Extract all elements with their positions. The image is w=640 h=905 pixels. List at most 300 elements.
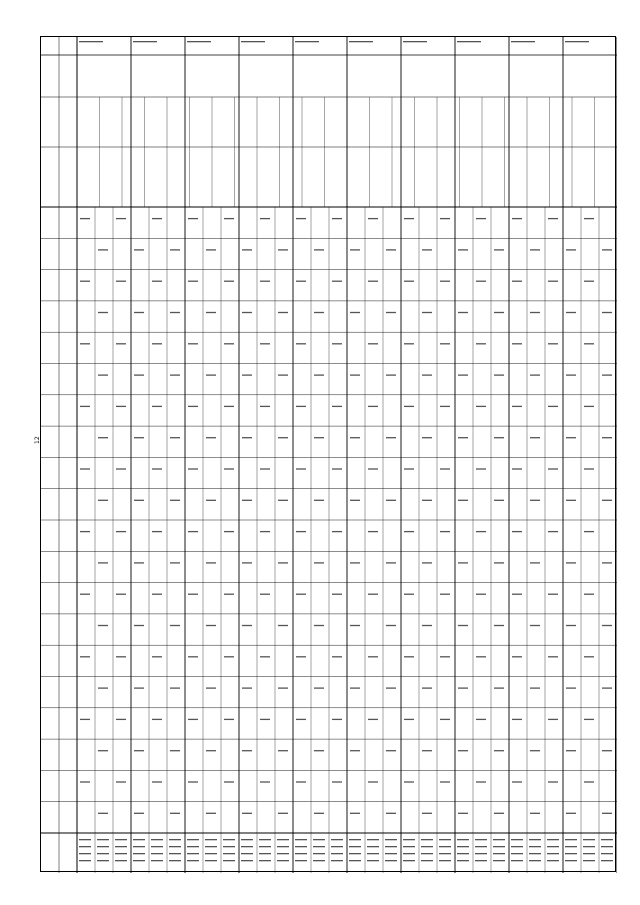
cell-text-mark bbox=[170, 500, 180, 501]
cell-text-mark bbox=[458, 687, 468, 688]
cell-text-mark bbox=[512, 468, 522, 469]
description-text-mark bbox=[601, 860, 613, 861]
cell-text-mark bbox=[530, 625, 540, 626]
description-text-mark bbox=[331, 853, 343, 854]
cell-text-mark bbox=[314, 312, 324, 313]
cell-text-mark bbox=[476, 656, 486, 657]
group-header-mark bbox=[295, 41, 319, 42]
description-text-mark bbox=[475, 846, 487, 847]
description-text-mark bbox=[205, 860, 217, 861]
cell-text-mark bbox=[278, 374, 288, 375]
cell-text-mark bbox=[422, 500, 432, 501]
cell-text-mark bbox=[494, 374, 504, 375]
description-text-mark bbox=[529, 853, 541, 854]
description-text-mark bbox=[223, 839, 235, 840]
description-text-mark bbox=[79, 853, 91, 854]
cell-text-mark bbox=[494, 312, 504, 313]
description-text-mark bbox=[493, 860, 505, 861]
cell-text-mark bbox=[404, 719, 414, 720]
description-text-mark bbox=[223, 853, 235, 854]
description-text-mark bbox=[205, 839, 217, 840]
cell-text-mark bbox=[602, 750, 612, 751]
cell-text-mark bbox=[224, 594, 234, 595]
cell-text-mark bbox=[476, 406, 486, 407]
cell-text-mark bbox=[152, 781, 162, 782]
cell-text-mark bbox=[134, 312, 144, 313]
cell-text-mark bbox=[206, 437, 216, 438]
description-text-mark bbox=[475, 853, 487, 854]
cell-text-mark bbox=[152, 468, 162, 469]
description-text-mark bbox=[385, 860, 397, 861]
cell-text-mark bbox=[350, 312, 360, 313]
cell-text-mark bbox=[404, 781, 414, 782]
cell-text-mark bbox=[494, 249, 504, 250]
group-header-mark bbox=[403, 41, 427, 42]
cell-text-mark bbox=[152, 531, 162, 532]
cell-text-mark bbox=[296, 594, 306, 595]
cell-text-mark bbox=[188, 343, 198, 344]
description-text-mark bbox=[583, 839, 595, 840]
cell-text-mark bbox=[512, 719, 522, 720]
cell-text-mark bbox=[314, 374, 324, 375]
cell-text-mark bbox=[242, 500, 252, 501]
cell-text-mark bbox=[134, 562, 144, 563]
cell-text-mark bbox=[494, 437, 504, 438]
cell-text-mark bbox=[98, 687, 108, 688]
description-text-mark bbox=[223, 846, 235, 847]
description-text-mark bbox=[439, 860, 451, 861]
description-text-mark bbox=[601, 853, 613, 854]
cell-text-mark bbox=[368, 406, 378, 407]
cell-text-mark bbox=[548, 781, 558, 782]
cell-text-mark bbox=[368, 656, 378, 657]
cell-text-mark bbox=[530, 687, 540, 688]
cell-text-mark bbox=[242, 249, 252, 250]
rotated-table bbox=[40, 36, 616, 872]
cell-text-mark bbox=[566, 750, 576, 751]
cell-text-mark bbox=[476, 594, 486, 595]
cell-text-mark bbox=[134, 500, 144, 501]
cell-text-mark bbox=[332, 406, 342, 407]
cell-text-mark bbox=[116, 218, 126, 219]
description-text-mark bbox=[133, 846, 145, 847]
cell-text-mark bbox=[350, 249, 360, 250]
description-text-mark bbox=[277, 846, 289, 847]
cell-text-mark bbox=[476, 781, 486, 782]
description-text-mark bbox=[277, 839, 289, 840]
group-header-mark bbox=[457, 41, 481, 42]
cell-text-mark bbox=[530, 374, 540, 375]
cell-text-mark bbox=[134, 374, 144, 375]
description-text-mark bbox=[565, 839, 577, 840]
cell-text-mark bbox=[206, 625, 216, 626]
cell-text-mark bbox=[152, 281, 162, 282]
description-text-mark bbox=[151, 860, 163, 861]
cell-text-mark bbox=[602, 312, 612, 313]
description-text-mark bbox=[421, 839, 433, 840]
description-text-mark bbox=[115, 846, 127, 847]
group-header-mark bbox=[187, 41, 211, 42]
cell-text-mark bbox=[548, 719, 558, 720]
cell-text-mark bbox=[152, 656, 162, 657]
cell-text-mark bbox=[440, 218, 450, 219]
cell-text-mark bbox=[152, 719, 162, 720]
description-text-mark bbox=[367, 846, 379, 847]
cell-text-mark bbox=[458, 374, 468, 375]
cell-text-mark bbox=[602, 249, 612, 250]
cell-text-mark bbox=[350, 500, 360, 501]
cell-text-mark bbox=[296, 343, 306, 344]
cell-text-mark bbox=[98, 437, 108, 438]
cell-text-mark bbox=[494, 500, 504, 501]
group-header-mark bbox=[349, 41, 373, 42]
cell-text-mark bbox=[170, 374, 180, 375]
description-text-mark bbox=[259, 853, 271, 854]
cell-text-mark bbox=[566, 687, 576, 688]
cell-text-mark bbox=[440, 594, 450, 595]
cell-text-mark bbox=[368, 594, 378, 595]
cell-text-mark bbox=[314, 750, 324, 751]
cell-text-mark bbox=[80, 468, 90, 469]
description-text-mark bbox=[529, 846, 541, 847]
cell-text-mark bbox=[440, 343, 450, 344]
cell-text-mark bbox=[386, 562, 396, 563]
description-text-mark bbox=[241, 846, 253, 847]
cell-text-mark bbox=[350, 625, 360, 626]
cell-text-mark bbox=[206, 312, 216, 313]
description-text-mark bbox=[151, 839, 163, 840]
cell-text-mark bbox=[350, 750, 360, 751]
cell-text-mark bbox=[602, 625, 612, 626]
description-text-mark bbox=[547, 839, 559, 840]
cell-text-mark bbox=[80, 406, 90, 407]
description-text-mark bbox=[403, 839, 415, 840]
cell-text-mark bbox=[476, 531, 486, 532]
description-text-mark bbox=[259, 846, 271, 847]
cell-text-mark bbox=[278, 813, 288, 814]
cell-text-mark bbox=[296, 531, 306, 532]
cell-text-mark bbox=[584, 468, 594, 469]
cell-text-mark bbox=[440, 468, 450, 469]
cell-text-mark bbox=[98, 312, 108, 313]
cell-text-mark bbox=[512, 531, 522, 532]
cell-text-mark bbox=[260, 406, 270, 407]
cell-text-mark bbox=[260, 218, 270, 219]
cell-text-mark bbox=[548, 531, 558, 532]
cell-text-mark bbox=[116, 468, 126, 469]
description-text-mark bbox=[385, 846, 397, 847]
description-text-mark bbox=[439, 839, 451, 840]
cell-text-mark bbox=[350, 374, 360, 375]
cell-text-mark bbox=[170, 750, 180, 751]
description-text-mark bbox=[97, 853, 109, 854]
cell-text-mark bbox=[260, 719, 270, 720]
cell-text-mark bbox=[584, 594, 594, 595]
cell-text-mark bbox=[512, 594, 522, 595]
cell-text-mark bbox=[548, 343, 558, 344]
description-text-mark bbox=[547, 846, 559, 847]
cell-text-mark bbox=[530, 249, 540, 250]
cell-text-mark bbox=[224, 656, 234, 657]
cell-text-mark bbox=[224, 468, 234, 469]
description-text-mark bbox=[511, 846, 523, 847]
description-text-mark bbox=[97, 839, 109, 840]
description-text-mark bbox=[151, 846, 163, 847]
cell-text-mark bbox=[494, 562, 504, 563]
cell-text-mark bbox=[458, 437, 468, 438]
cell-text-mark bbox=[404, 594, 414, 595]
description-text-mark bbox=[331, 839, 343, 840]
description-text-mark bbox=[421, 846, 433, 847]
description-text-mark bbox=[277, 853, 289, 854]
cell-text-mark bbox=[116, 594, 126, 595]
description-text-mark bbox=[313, 839, 325, 840]
description-text-mark bbox=[115, 860, 127, 861]
description-text-mark bbox=[385, 839, 397, 840]
cell-text-mark bbox=[566, 562, 576, 563]
cell-text-mark bbox=[566, 625, 576, 626]
description-text-mark bbox=[187, 846, 199, 847]
cell-text-mark bbox=[566, 312, 576, 313]
cell-text-mark bbox=[188, 281, 198, 282]
description-text-mark bbox=[511, 860, 523, 861]
cell-text-mark bbox=[530, 813, 540, 814]
cell-text-mark bbox=[152, 594, 162, 595]
cell-text-mark bbox=[368, 343, 378, 344]
cell-text-mark bbox=[566, 249, 576, 250]
description-text-mark bbox=[457, 846, 469, 847]
description-text-mark bbox=[475, 839, 487, 840]
description-text-mark bbox=[601, 839, 613, 840]
description-text-mark bbox=[367, 853, 379, 854]
cell-text-mark bbox=[512, 406, 522, 407]
description-text-mark bbox=[349, 839, 361, 840]
cell-text-mark bbox=[314, 813, 324, 814]
cell-text-mark bbox=[386, 813, 396, 814]
cell-text-mark bbox=[206, 687, 216, 688]
cell-text-mark bbox=[332, 656, 342, 657]
cell-text-mark bbox=[476, 218, 486, 219]
cell-text-mark bbox=[602, 437, 612, 438]
cell-text-mark bbox=[386, 374, 396, 375]
description-text-mark bbox=[439, 853, 451, 854]
description-text-mark bbox=[187, 839, 199, 840]
cell-text-mark bbox=[404, 343, 414, 344]
description-text-mark bbox=[133, 860, 145, 861]
cell-text-mark bbox=[242, 813, 252, 814]
cell-text-mark bbox=[512, 343, 522, 344]
cell-text-mark bbox=[98, 500, 108, 501]
cell-text-mark bbox=[314, 249, 324, 250]
description-text-mark bbox=[349, 846, 361, 847]
description-text-mark bbox=[349, 853, 361, 854]
cell-text-mark bbox=[206, 500, 216, 501]
cell-text-mark bbox=[296, 281, 306, 282]
description-text-mark bbox=[205, 853, 217, 854]
cell-text-mark bbox=[170, 813, 180, 814]
cell-text-mark bbox=[404, 468, 414, 469]
description-text-mark bbox=[241, 853, 253, 854]
cell-text-mark bbox=[134, 813, 144, 814]
cell-text-mark bbox=[530, 750, 540, 751]
description-text-mark bbox=[313, 853, 325, 854]
cell-text-mark bbox=[224, 781, 234, 782]
cell-text-mark bbox=[548, 594, 558, 595]
cell-text-mark bbox=[278, 625, 288, 626]
cell-text-mark bbox=[584, 781, 594, 782]
description-text-mark bbox=[169, 846, 181, 847]
cell-text-mark bbox=[224, 531, 234, 532]
description-text-mark bbox=[565, 846, 577, 847]
cell-text-mark bbox=[512, 656, 522, 657]
description-text-mark bbox=[79, 846, 91, 847]
cell-text-mark bbox=[368, 719, 378, 720]
description-text-mark bbox=[295, 839, 307, 840]
cell-text-mark bbox=[206, 562, 216, 563]
cell-text-mark bbox=[170, 562, 180, 563]
cell-text-mark bbox=[332, 594, 342, 595]
cell-text-mark bbox=[206, 750, 216, 751]
cell-text-mark bbox=[476, 719, 486, 720]
description-text-mark bbox=[547, 860, 559, 861]
description-text-mark bbox=[79, 860, 91, 861]
cell-text-mark bbox=[458, 813, 468, 814]
cell-text-mark bbox=[548, 281, 558, 282]
cell-text-mark bbox=[350, 437, 360, 438]
cell-text-mark bbox=[116, 406, 126, 407]
cell-text-mark bbox=[278, 312, 288, 313]
cell-text-mark bbox=[602, 813, 612, 814]
description-text-mark bbox=[241, 839, 253, 840]
cell-text-mark bbox=[584, 719, 594, 720]
cell-text-mark bbox=[566, 437, 576, 438]
cell-text-mark bbox=[152, 218, 162, 219]
cell-text-mark bbox=[206, 374, 216, 375]
description-text-mark bbox=[133, 853, 145, 854]
cell-text-mark bbox=[530, 312, 540, 313]
cell-text-mark bbox=[116, 531, 126, 532]
cell-text-mark bbox=[422, 374, 432, 375]
cell-text-mark bbox=[224, 719, 234, 720]
cell-text-mark bbox=[332, 343, 342, 344]
cell-text-mark bbox=[476, 343, 486, 344]
cell-text-mark bbox=[278, 249, 288, 250]
cell-text-mark bbox=[242, 437, 252, 438]
description-text-mark bbox=[493, 839, 505, 840]
cell-text-mark bbox=[332, 719, 342, 720]
cell-text-mark bbox=[458, 312, 468, 313]
description-text-mark bbox=[421, 860, 433, 861]
cell-text-mark bbox=[602, 687, 612, 688]
cell-text-mark bbox=[170, 437, 180, 438]
cell-text-mark bbox=[206, 813, 216, 814]
cell-text-mark bbox=[350, 562, 360, 563]
cell-text-mark bbox=[116, 719, 126, 720]
description-text-mark bbox=[295, 853, 307, 854]
cell-text-mark bbox=[386, 750, 396, 751]
cell-text-mark bbox=[80, 531, 90, 532]
description-text-mark bbox=[277, 860, 289, 861]
cell-text-mark bbox=[422, 562, 432, 563]
cell-text-mark bbox=[386, 249, 396, 250]
cell-text-mark bbox=[152, 343, 162, 344]
cell-text-mark bbox=[260, 656, 270, 657]
description-text-mark bbox=[313, 860, 325, 861]
cell-text-mark bbox=[170, 625, 180, 626]
description-text-mark bbox=[331, 846, 343, 847]
description-text-mark bbox=[511, 853, 523, 854]
cell-text-mark bbox=[188, 656, 198, 657]
cell-text-mark bbox=[188, 719, 198, 720]
cell-text-mark bbox=[278, 437, 288, 438]
group-header-mark bbox=[133, 41, 157, 42]
cell-text-mark bbox=[188, 594, 198, 595]
description-text-mark bbox=[187, 860, 199, 861]
cell-text-mark bbox=[368, 531, 378, 532]
cell-text-mark bbox=[584, 406, 594, 407]
cell-text-mark bbox=[422, 437, 432, 438]
cell-text-mark bbox=[332, 531, 342, 532]
cell-text-mark bbox=[476, 468, 486, 469]
group-header-mark bbox=[79, 41, 103, 42]
cell-text-mark bbox=[314, 687, 324, 688]
cell-text-mark bbox=[422, 312, 432, 313]
cell-text-mark bbox=[188, 781, 198, 782]
description-text-mark bbox=[295, 860, 307, 861]
cell-text-mark bbox=[80, 281, 90, 282]
cell-text-mark bbox=[494, 750, 504, 751]
cell-text-mark bbox=[296, 406, 306, 407]
cell-text-mark bbox=[314, 500, 324, 501]
cell-text-mark bbox=[368, 218, 378, 219]
cell-text-mark bbox=[170, 687, 180, 688]
cell-text-mark bbox=[512, 281, 522, 282]
description-text-mark bbox=[241, 860, 253, 861]
cell-text-mark bbox=[134, 437, 144, 438]
description-text-mark bbox=[385, 853, 397, 854]
cell-text-mark bbox=[422, 750, 432, 751]
cell-text-mark bbox=[584, 343, 594, 344]
cell-text-mark bbox=[404, 531, 414, 532]
cell-text-mark bbox=[332, 281, 342, 282]
description-text-mark bbox=[169, 839, 181, 840]
description-text-mark bbox=[565, 853, 577, 854]
cell-text-mark bbox=[602, 374, 612, 375]
cell-text-mark bbox=[188, 531, 198, 532]
cell-text-mark bbox=[440, 656, 450, 657]
cell-text-mark bbox=[386, 437, 396, 438]
cell-text-mark bbox=[278, 562, 288, 563]
cell-text-mark bbox=[116, 281, 126, 282]
description-text-mark bbox=[457, 860, 469, 861]
cell-text-mark bbox=[422, 687, 432, 688]
description-text-mark bbox=[79, 839, 91, 840]
cell-text-mark bbox=[116, 656, 126, 657]
cell-text-mark bbox=[260, 468, 270, 469]
cell-text-mark bbox=[80, 719, 90, 720]
group-header-mark bbox=[241, 41, 265, 42]
group-header-mark bbox=[511, 41, 535, 42]
description-text-mark bbox=[529, 839, 541, 840]
cell-text-mark bbox=[80, 343, 90, 344]
cell-text-mark bbox=[278, 500, 288, 501]
cell-text-mark bbox=[188, 218, 198, 219]
cell-text-mark bbox=[242, 562, 252, 563]
cell-text-mark bbox=[584, 531, 594, 532]
cell-text-mark bbox=[368, 281, 378, 282]
description-text-mark bbox=[367, 839, 379, 840]
cell-text-mark bbox=[80, 594, 90, 595]
